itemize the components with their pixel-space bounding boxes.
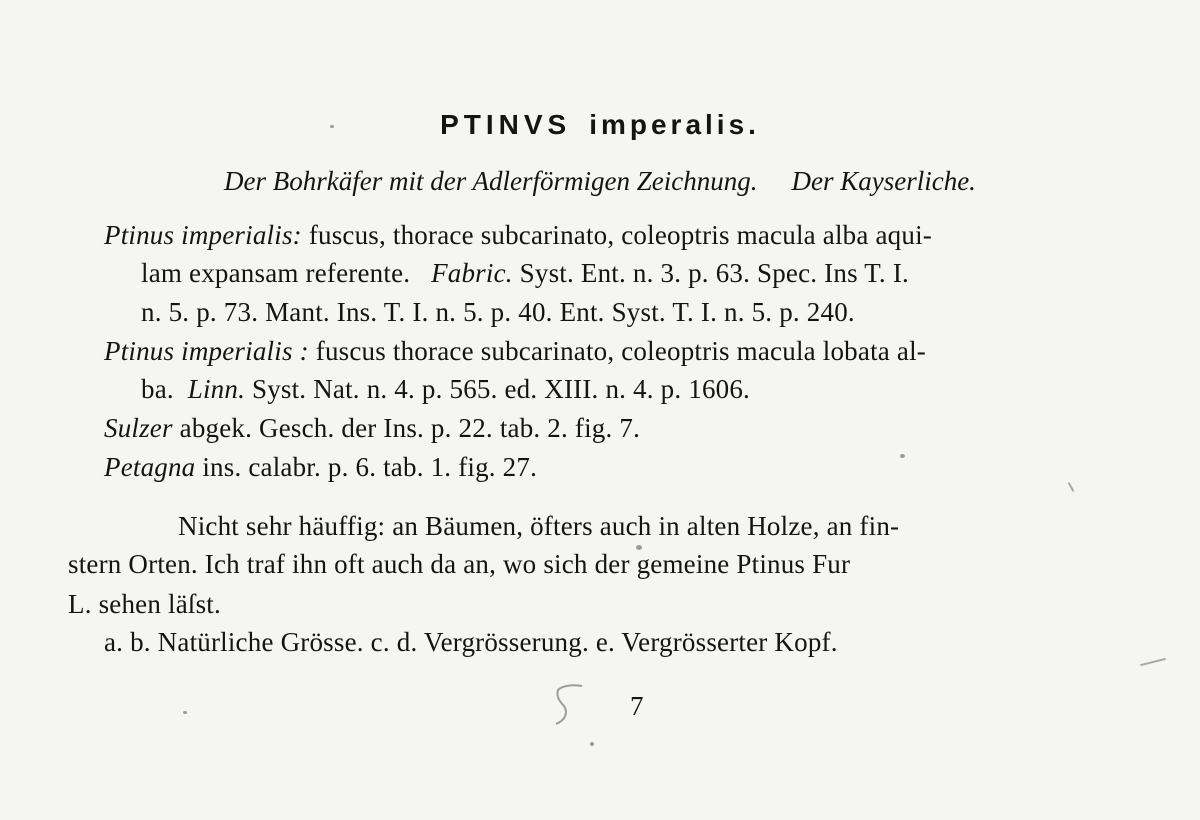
title-species: imperalis.: [589, 109, 760, 140]
paper-speck: [590, 742, 594, 746]
synonym-author: Petagna: [104, 452, 196, 482]
synonym-author: Sulzer: [104, 413, 173, 443]
synonym-linnaeus-line-1: [104, 335, 926, 367]
paper-speck: [900, 454, 905, 458]
synonym-author: Linn.: [187, 374, 246, 404]
synonym-text: lam expansam referente.: [141, 258, 411, 288]
description-text: stern Orten. Ich traf ihn oft auch da an, wo sich der gemeine Ptinus Fur: [68, 549, 851, 579]
paper-mark: [1140, 658, 1166, 666]
synonym-citation: n. 5. p. 73. Mant. Ins. T. I. n. 5. p. 40. Ent. Syst. T. I. n. 5. p. 240.: [141, 297, 855, 327]
synonym-sulzer: [104, 412, 640, 444]
handwritten-mark: [544, 680, 594, 730]
synonym-linnaeus-line-2: [141, 373, 750, 405]
synonym-fabricius-line-1: [104, 219, 932, 251]
paper-speck: [183, 711, 187, 714]
subtitle-common-name: Der Bohrkäfer mit der Adlerförmigen Zeichnung.: [224, 166, 758, 196]
synonym-text: fuscus, thorace subcarinato, coleoptris macula alba aqui-: [308, 220, 932, 250]
title-genus: PTINVS: [440, 109, 572, 140]
synonym-name: Ptinus imperialis :: [104, 336, 309, 366]
description-line-2: [68, 548, 850, 580]
synonym-citation: Syst. Nat. n. 4. p. 565. ed. XIII. n. 4. p. 1606.: [251, 374, 750, 404]
page-title: [0, 106, 1200, 144]
page-number: 7: [630, 691, 644, 721]
synonym-text: fuscus thorace subcarinato, coleoptris macula lobata al-: [315, 336, 926, 366]
synonym-petagna: [104, 451, 537, 483]
subtitle-alt-name: Der Kayserliche.: [791, 166, 976, 196]
synonym-fabricius-line-3: [141, 296, 855, 328]
paper-mark: [1068, 482, 1075, 492]
description-line-1: [178, 510, 899, 542]
synonym-author: Fabric.: [431, 258, 513, 288]
page-subtitle: [0, 164, 1200, 198]
synonym-citation: Syst. Ent. n. 3. p. 63. Spec. Ins T. I.: [519, 258, 909, 288]
synonym-text: ba.: [141, 374, 174, 404]
synonym-fabricius-line-2: [141, 257, 909, 289]
description-text: L. sehen läſst.: [68, 589, 221, 619]
synonym-citation: ins. calabr. p. 6. tab. 1. fig. 27.: [202, 452, 538, 482]
description-line-3: [68, 588, 221, 620]
figure-legend-text: a. b. Natürliche Grösse. c. d. Vergrösserung. e. Vergrösserter Kopf.: [104, 627, 838, 657]
figure-legend: [104, 626, 838, 658]
description-text: Nicht sehr häuffig: an Bäumen, öfters auch in alten Holze, an fin-: [178, 511, 900, 541]
synonym-citation: abgek. Gesch. der Ins. p. 22. tab. 2. fig. 7.: [179, 413, 641, 443]
synonym-name: Ptinus imperialis:: [104, 220, 302, 250]
